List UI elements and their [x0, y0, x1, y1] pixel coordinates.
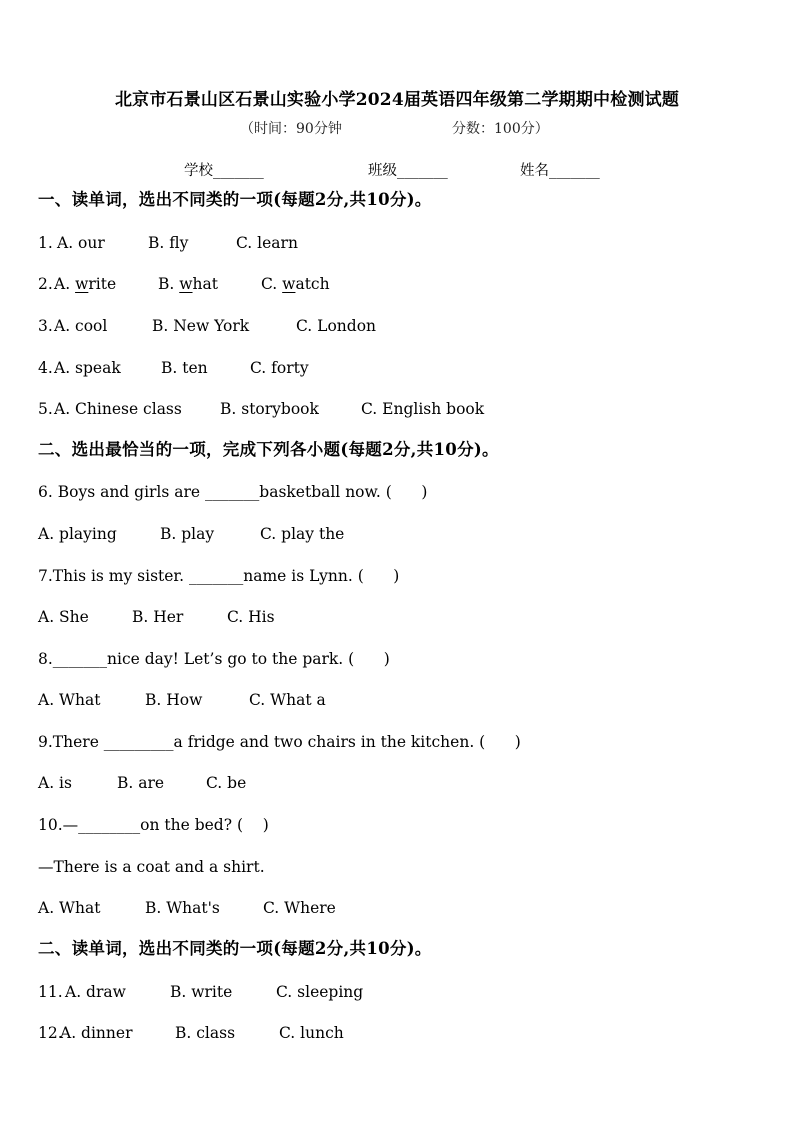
question-3: [38, 315, 377, 337]
underlined-letter: w: [75, 275, 89, 293]
option-rest: rite: [88, 275, 117, 293]
question-11: [38, 981, 364, 1003]
exam-time: （时间：90分钟: [240, 121, 342, 137]
option-a[interactable]: A. draw: [65, 983, 126, 1001]
question-number: 4.: [38, 359, 53, 377]
option-b[interactable]: B. New York: [152, 317, 250, 335]
option-rest: atch: [295, 275, 330, 293]
section-heading-1: 一、读单词，选出不同类的一项(每题2分,共10分)。: [38, 190, 432, 209]
option-c[interactable]: C. London: [296, 317, 377, 335]
option-b[interactable]: B. What's: [145, 899, 220, 917]
question-12: [38, 1022, 344, 1044]
option-c[interactable]: C. lunch: [279, 1024, 344, 1042]
option-a[interactable]: A. speak: [54, 359, 121, 377]
question-number: 3.: [38, 317, 53, 335]
question-number: 11.: [38, 983, 68, 1001]
option-c[interactable]: [261, 273, 330, 295]
option-a[interactable]: A. What: [38, 899, 101, 917]
option-letter: C.: [261, 275, 283, 293]
section-heading-2: 二、选出最恰当的一项，完成下列各小题(每题2分,共10分)。: [38, 440, 499, 459]
question-10-stem: 10.—________on the bed? ( ): [38, 816, 269, 834]
option-c[interactable]: C. His: [227, 608, 275, 626]
option-a[interactable]: A. She: [38, 608, 89, 626]
option-c[interactable]: C. Where: [263, 899, 336, 917]
option-b[interactable]: B. write: [170, 983, 233, 1001]
question-number: 5.: [38, 400, 53, 418]
underlined-letter: w: [282, 275, 296, 293]
question-10-answer: —There is a coat and a shirt.: [38, 858, 265, 876]
question-number: 12.: [38, 1024, 63, 1042]
option-c[interactable]: C. What a: [249, 691, 326, 709]
question-1: [38, 232, 298, 254]
question-8-stem: 8._______nice day! Let’s go to the park. ( ): [38, 650, 390, 668]
option-b[interactable]: B. class: [175, 1024, 236, 1042]
question-8-options: [38, 689, 326, 711]
option-a[interactable]: A. Chinese class: [54, 400, 182, 418]
page-title: 北京市石景山区石景山实验小学2024届英语四年级第二学期期中检测试题: [114, 90, 680, 110]
option-a[interactable]: A. cool: [54, 317, 108, 335]
question-5: [38, 398, 485, 420]
question-number: 1.: [38, 234, 58, 252]
option-c[interactable]: C. sleeping: [276, 983, 364, 1001]
question-4: [38, 357, 309, 379]
option-a[interactable]: A. playing: [38, 525, 117, 543]
school-field[interactable]: 学校_______: [184, 163, 264, 179]
question-7-stem: 7.This is my sister. _______name is Lynn. ( ): [38, 567, 400, 585]
option-b[interactable]: B. fly: [148, 234, 189, 252]
option-b[interactable]: B. storybook: [220, 400, 319, 418]
name-field[interactable]: 姓名_______: [520, 163, 600, 179]
question-7-options: [38, 606, 275, 628]
option-a[interactable]: A. dinner: [60, 1024, 133, 1042]
option-b[interactable]: B. play: [160, 525, 215, 543]
underlined-letter: w: [179, 275, 193, 293]
option-c[interactable]: C. learn: [236, 234, 298, 252]
question-number: 2.: [38, 275, 53, 293]
option-b[interactable]: B. are: [117, 774, 165, 792]
option-rest: hat: [192, 275, 218, 293]
option-b[interactable]: [158, 273, 218, 295]
option-a[interactable]: A. What: [38, 691, 101, 709]
option-b[interactable]: B. How: [145, 691, 203, 709]
question-10-options: [38, 897, 336, 919]
option-b[interactable]: B. Her: [132, 608, 184, 626]
option-c[interactable]: C. play the: [260, 525, 345, 543]
option-a[interactable]: A. is: [38, 774, 72, 792]
question-6-stem: 6. Boys and girls are _______basketball now. ( ): [38, 483, 428, 501]
option-c[interactable]: C. be: [206, 774, 247, 792]
option-letter: B.: [158, 275, 180, 293]
question-9-stem: 9.There _________a fridge and two chairs in the kitchen. ( ): [38, 733, 521, 751]
option-c[interactable]: C. forty: [250, 359, 309, 377]
option-letter: A.: [54, 275, 76, 293]
exam-score: 分数：100分）: [452, 121, 549, 137]
option-a[interactable]: [54, 273, 116, 295]
question-6-options: [38, 523, 345, 545]
class-field[interactable]: 班级_______: [368, 163, 448, 179]
section-heading-3: 二、读单词，选出不同类的一项(每题2分,共10分)。: [38, 939, 432, 958]
option-b[interactable]: B. ten: [161, 359, 208, 377]
question-2: [38, 273, 330, 295]
option-c[interactable]: C. English book: [361, 400, 485, 418]
question-9-options: [38, 772, 247, 794]
option-a[interactable]: A. our: [57, 234, 105, 252]
